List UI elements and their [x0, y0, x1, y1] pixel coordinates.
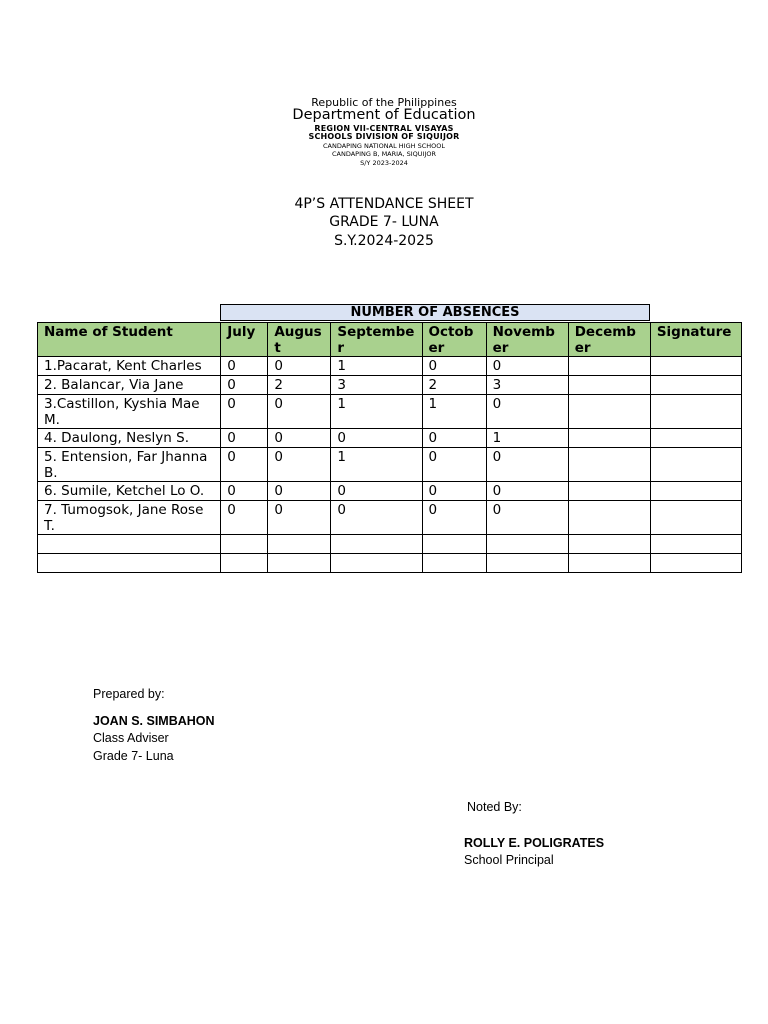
table-cell	[568, 448, 650, 482]
table-cell: 0	[221, 482, 268, 501]
table-cell: 0	[422, 429, 486, 448]
division-label: SCHOOLS DIVISION OF SIQUIJOR	[308, 132, 460, 141]
adviser-position: Class Adviser	[93, 731, 169, 745]
table-cell	[268, 535, 331, 554]
table-cell	[650, 395, 741, 429]
student-name-cell: 6. Sumile, Ketchel Lo O.	[38, 482, 221, 501]
column-header: August	[268, 323, 331, 357]
table-cell	[568, 395, 650, 429]
republic-label: Republic of the Philippines	[311, 96, 457, 109]
table-cell	[568, 376, 650, 395]
student-name-cell	[38, 535, 221, 554]
table-row	[38, 376, 742, 395]
table-cell: 0	[422, 448, 486, 482]
table-cell: 0	[268, 357, 331, 376]
table-cell: 0	[221, 501, 268, 535]
principal-name: ROLLY E. POLIGRATES	[464, 836, 605, 850]
absences-banner: NUMBER OF ABSENCES	[220, 304, 650, 321]
table-cell: 0	[268, 501, 331, 535]
table-cell	[568, 554, 650, 573]
table-cell	[650, 448, 741, 482]
table-cell	[650, 429, 741, 448]
principal-position: School Principal	[464, 853, 554, 867]
student-name-cell: 5. Entension, Far Jhanna B.	[38, 448, 221, 482]
table-cell	[650, 501, 741, 535]
table-cell: 0	[422, 357, 486, 376]
department-label: Department of Education	[292, 107, 476, 123]
table-cell: 1	[331, 395, 422, 429]
table-cell: 0	[331, 482, 422, 501]
table-cell: 0	[486, 357, 568, 376]
table-cell: 3	[486, 376, 568, 395]
student-name-cell: 2. Balancar, Via Jane	[38, 376, 221, 395]
table-cell: 1	[331, 357, 422, 376]
column-header: December	[568, 323, 650, 357]
table-cell	[221, 535, 268, 554]
table-cell	[486, 554, 568, 573]
prepared-by-label: Prepared by:	[93, 687, 165, 701]
table-cell: 1	[422, 395, 486, 429]
table-cell: 0	[486, 395, 568, 429]
table-row	[38, 429, 742, 448]
table-cell	[568, 357, 650, 376]
table-cell: 1	[486, 429, 568, 448]
column-header: September	[331, 323, 422, 357]
adviser-name: JOAN S. SIMBAHON	[93, 714, 215, 728]
header-school-year: S/Y 2023-2024	[360, 159, 408, 167]
attendance-table	[37, 322, 742, 573]
table-cell	[422, 535, 486, 554]
school-year-title: S.Y.2024-2025	[334, 233, 434, 249]
student-name-cell: 1.Pacarat, Kent Charles	[38, 357, 221, 376]
table-cell	[568, 501, 650, 535]
table-cell: 0	[331, 429, 422, 448]
table-cell	[486, 535, 568, 554]
table-cell	[568, 429, 650, 448]
attendance-table-body	[38, 357, 742, 573]
table-row	[38, 395, 742, 429]
school-name: CANDAPING NATIONAL HIGH SCHOOL	[323, 142, 445, 150]
table-cell	[650, 357, 741, 376]
table-cell: 0	[486, 482, 568, 501]
grade-section-title: GRADE 7- LUNA	[329, 214, 439, 230]
school-address: CANDAPING B, MARIA, SIQUIJOR	[331, 150, 437, 158]
table-cell: 0	[268, 429, 331, 448]
table-cell	[422, 554, 486, 573]
table-cell	[650, 554, 741, 573]
student-name-cell: 3.Castillon, Kyshia Mae M.	[38, 395, 221, 429]
table-cell: 0	[331, 501, 422, 535]
table-cell: 0	[422, 501, 486, 535]
table-cell: 0	[268, 395, 331, 429]
table-cell: 0	[221, 376, 268, 395]
table-cell	[568, 482, 650, 501]
table-row	[38, 501, 742, 535]
table-row	[38, 357, 742, 376]
table-header-row	[38, 323, 742, 357]
table-cell	[331, 554, 422, 573]
table-cell: 1	[331, 448, 422, 482]
column-header: November	[486, 323, 568, 357]
table-cell	[650, 376, 741, 395]
column-header: July	[221, 323, 268, 357]
table-cell	[650, 535, 741, 554]
table-cell: 0	[221, 429, 268, 448]
region-label: REGION VII-CENTRAL VISAYAS	[314, 124, 454, 133]
table-cell: 0	[221, 357, 268, 376]
table-cell	[650, 482, 741, 501]
table-cell: 3	[331, 376, 422, 395]
table-cell: 0	[221, 395, 268, 429]
column-header: Name of Student	[38, 323, 221, 357]
student-name-cell: 7. Tumogsok, Jane Rose T.	[38, 501, 221, 535]
table-cell	[268, 554, 331, 573]
table-cell: 0	[268, 482, 331, 501]
table-cell: 2	[422, 376, 486, 395]
column-header: October	[422, 323, 486, 357]
table-cell: 0	[486, 448, 568, 482]
table-cell	[221, 554, 268, 573]
table-row	[38, 482, 742, 501]
table-cell	[568, 535, 650, 554]
student-name-cell	[38, 554, 221, 573]
sheet-title: 4P’S ATTENDANCE SHEET	[294, 196, 474, 212]
table-cell	[331, 535, 422, 554]
noted-by-label: Noted By:	[467, 800, 522, 814]
table-row	[38, 448, 742, 482]
table-cell: 0	[486, 501, 568, 535]
table-cell: 0	[221, 448, 268, 482]
table-row	[38, 554, 742, 573]
student-name-cell: 4. Daulong, Neslyn S.	[38, 429, 221, 448]
table-cell: 2	[268, 376, 331, 395]
table-row	[38, 535, 742, 554]
column-header: Signature	[650, 323, 741, 357]
adviser-section: Grade 7- Luna	[93, 749, 174, 763]
table-cell: 0	[268, 448, 331, 482]
table-cell: 0	[422, 482, 486, 501]
